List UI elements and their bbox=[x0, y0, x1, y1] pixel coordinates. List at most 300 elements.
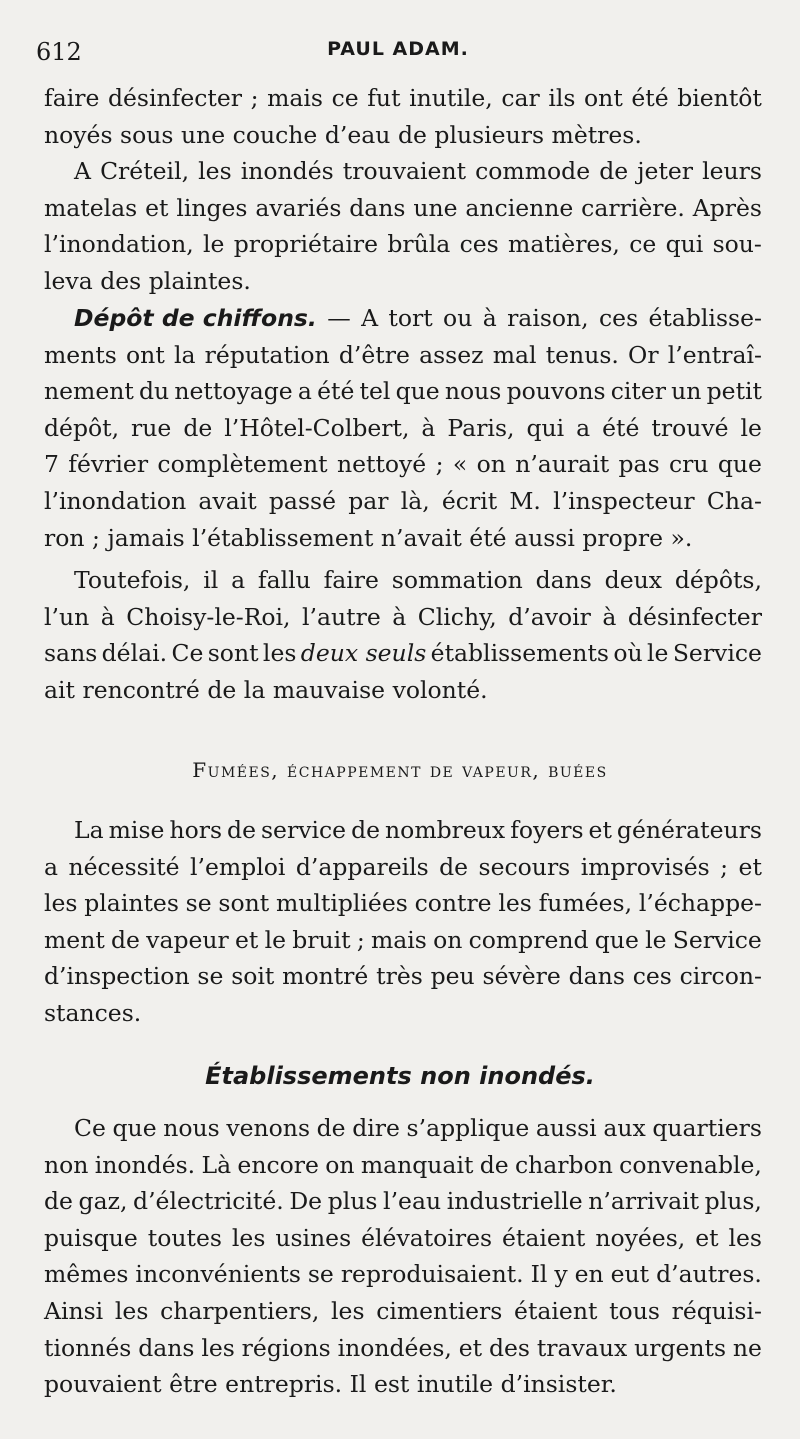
word: a bbox=[231, 566, 246, 594]
word: en bbox=[574, 1260, 604, 1289]
text-line bbox=[44, 672, 762, 709]
word: l’eau bbox=[383, 1187, 442, 1216]
word: se bbox=[307, 1260, 334, 1289]
word: d’appareils bbox=[295, 852, 429, 881]
word: l’échappe- bbox=[638, 889, 762, 918]
word: hors bbox=[169, 816, 223, 844]
word: d’électricité. bbox=[133, 1187, 284, 1216]
word: les bbox=[198, 157, 232, 185]
word: inondés bbox=[240, 157, 334, 185]
word: A bbox=[74, 157, 91, 185]
word: Il bbox=[530, 1260, 548, 1289]
word: et bbox=[458, 1333, 483, 1362]
word: usines bbox=[275, 1223, 352, 1252]
word: d’eau bbox=[324, 120, 391, 149]
word: inondées, bbox=[337, 1333, 452, 1362]
word: contre bbox=[414, 889, 492, 918]
word: d’autres. bbox=[656, 1260, 762, 1289]
word: venons bbox=[226, 1114, 311, 1142]
word: raison, bbox=[507, 304, 589, 332]
word: les bbox=[231, 1223, 266, 1252]
text-line bbox=[44, 410, 762, 447]
word: mise bbox=[108, 816, 165, 844]
text-line bbox=[44, 263, 762, 300]
word: les bbox=[44, 889, 78, 918]
word: fumées, bbox=[538, 889, 633, 918]
text-line bbox=[44, 885, 762, 922]
word: bientôt bbox=[677, 84, 762, 112]
word: assez bbox=[419, 340, 484, 369]
word: de bbox=[599, 157, 629, 185]
word: l’inspecteur bbox=[553, 486, 695, 515]
word: Créteil, bbox=[100, 157, 190, 185]
word: et bbox=[588, 816, 612, 844]
word: mauvaise bbox=[272, 675, 386, 704]
word: à bbox=[100, 602, 115, 631]
word: la bbox=[173, 340, 196, 369]
word: nettoyage bbox=[174, 377, 293, 406]
word: dans bbox=[568, 962, 625, 991]
text-line bbox=[44, 922, 762, 959]
word: les bbox=[728, 1223, 762, 1252]
word: noyés bbox=[44, 120, 113, 149]
word: ce bbox=[331, 84, 359, 112]
run-in-heading: Dépôt de chiffons. bbox=[74, 304, 317, 332]
word: car bbox=[501, 84, 540, 112]
word: reproduisaient. bbox=[340, 1260, 524, 1289]
word: sont bbox=[207, 639, 259, 668]
word: à bbox=[482, 304, 497, 332]
text-line bbox=[44, 562, 762, 599]
word: ». bbox=[670, 523, 693, 552]
word: se bbox=[185, 889, 212, 918]
word: mais bbox=[370, 925, 427, 954]
word: on bbox=[433, 925, 463, 954]
word: circon- bbox=[679, 962, 762, 991]
word: Ce bbox=[74, 1114, 106, 1142]
word: puisque bbox=[44, 1223, 138, 1252]
word: a bbox=[297, 377, 312, 406]
paragraph bbox=[44, 80, 762, 153]
word: vapeur bbox=[146, 925, 229, 954]
word: pouvaient bbox=[44, 1370, 162, 1399]
text-line bbox=[44, 520, 762, 557]
word: a bbox=[576, 413, 591, 442]
word: Service bbox=[672, 639, 762, 668]
word: Toutefois, bbox=[74, 566, 191, 594]
word: foyers bbox=[510, 816, 584, 844]
word: été bbox=[469, 523, 507, 552]
word: De bbox=[289, 1187, 323, 1216]
word: étaient bbox=[502, 1223, 586, 1252]
word: le bbox=[264, 925, 287, 954]
word: s’applique bbox=[406, 1114, 530, 1142]
word: sou- bbox=[712, 230, 762, 259]
word: ; bbox=[250, 84, 259, 112]
word: peu bbox=[430, 962, 475, 991]
word: bruit bbox=[292, 925, 351, 954]
word: jamais bbox=[107, 523, 185, 552]
word: ces bbox=[632, 962, 672, 991]
word: n’avait bbox=[380, 523, 462, 552]
word: charbon bbox=[514, 1150, 613, 1179]
text-line bbox=[44, 1256, 762, 1293]
word: ait bbox=[44, 675, 75, 704]
text-line bbox=[44, 599, 762, 636]
word: trouvé bbox=[651, 413, 729, 442]
word: et bbox=[235, 925, 259, 954]
word: on bbox=[325, 1150, 355, 1179]
word: cimentiers bbox=[376, 1296, 503, 1325]
word: n’aurait bbox=[515, 450, 610, 479]
word: cru bbox=[668, 450, 709, 479]
word: tort bbox=[388, 304, 433, 332]
word: propriétaire bbox=[233, 230, 378, 259]
word: le bbox=[645, 925, 667, 954]
word: les bbox=[114, 1296, 149, 1325]
word: sommation bbox=[391, 566, 523, 594]
word: matières, bbox=[508, 230, 620, 259]
word: mais bbox=[267, 84, 323, 112]
word: service bbox=[261, 816, 347, 844]
word: ont bbox=[126, 340, 165, 369]
word: Paris, bbox=[447, 413, 515, 442]
text-line bbox=[44, 1183, 762, 1220]
word: de bbox=[316, 1114, 346, 1142]
word: plaintes. bbox=[148, 266, 251, 295]
running-head: PAUL ADAM. bbox=[327, 38, 469, 60]
word: quartiers bbox=[652, 1114, 762, 1142]
word: plus bbox=[327, 1187, 378, 1216]
word: citer bbox=[610, 377, 666, 406]
text-line bbox=[44, 1366, 762, 1403]
word: passé bbox=[268, 486, 336, 515]
word: ont bbox=[584, 84, 623, 112]
word: petit bbox=[706, 377, 762, 406]
word: aux bbox=[603, 1114, 646, 1142]
word: multipliées bbox=[275, 889, 408, 918]
subsection-title: Établissements non inondés. bbox=[205, 1062, 595, 1090]
word: a bbox=[44, 852, 59, 881]
word: dans bbox=[535, 566, 592, 594]
word: l’établissement bbox=[192, 523, 374, 552]
word: d’insister. bbox=[500, 1370, 617, 1399]
word: toutes bbox=[147, 1223, 222, 1252]
word: stances. bbox=[44, 998, 142, 1027]
word: deux bbox=[604, 566, 663, 594]
word: étaient bbox=[514, 1296, 598, 1325]
word: ; bbox=[720, 852, 729, 881]
word: désinfecter bbox=[627, 602, 762, 631]
word: l’emploi bbox=[190, 852, 286, 881]
word: à bbox=[602, 602, 617, 631]
word: Là bbox=[201, 1150, 232, 1179]
word: de bbox=[439, 852, 469, 881]
word: être bbox=[169, 1370, 218, 1399]
paragraph bbox=[44, 300, 762, 556]
word: où bbox=[613, 639, 643, 668]
word: une bbox=[413, 193, 458, 222]
word: dans bbox=[138, 1333, 195, 1362]
word: que bbox=[717, 450, 762, 479]
word: gaz, bbox=[78, 1187, 128, 1216]
word: leva bbox=[44, 266, 93, 295]
word: non bbox=[44, 1150, 89, 1179]
word: nécessité bbox=[68, 852, 180, 881]
word: d’inspection bbox=[44, 962, 190, 991]
word: désinfecter bbox=[107, 84, 242, 112]
word: urgents bbox=[634, 1333, 727, 1362]
word: 7 bbox=[44, 450, 59, 479]
word: sévère bbox=[482, 962, 561, 991]
word: leurs bbox=[702, 157, 762, 185]
word: que bbox=[594, 925, 639, 954]
word: Clichy, bbox=[417, 602, 497, 631]
paragraph bbox=[44, 562, 762, 708]
text-line bbox=[44, 1220, 762, 1257]
emphasis: deux seuls bbox=[300, 639, 427, 668]
word: ancienne bbox=[465, 193, 574, 222]
word: des bbox=[100, 266, 142, 295]
word: ; bbox=[435, 450, 444, 479]
paragraph bbox=[44, 153, 762, 299]
word: établissements bbox=[430, 639, 609, 668]
word: est bbox=[373, 1370, 410, 1399]
text-line bbox=[44, 117, 762, 154]
word: mêmes bbox=[44, 1260, 129, 1289]
word: que bbox=[395, 377, 440, 406]
word: fallu bbox=[257, 566, 311, 594]
text-line bbox=[44, 849, 762, 886]
word: plus, bbox=[704, 1187, 762, 1216]
word: le bbox=[740, 413, 762, 442]
text-line bbox=[44, 995, 762, 1032]
word: nement bbox=[44, 377, 134, 406]
word: l’Hôtel-Colbert, bbox=[224, 413, 410, 442]
word: aussi bbox=[535, 1114, 597, 1142]
word: pouvons bbox=[506, 377, 606, 406]
text-line bbox=[44, 373, 762, 410]
word: A bbox=[361, 304, 379, 332]
word: l’inondation bbox=[44, 486, 187, 515]
word: linges bbox=[176, 193, 248, 222]
text-line bbox=[44, 1110, 762, 1147]
word: Or bbox=[628, 340, 659, 369]
word: été bbox=[631, 84, 669, 112]
word: que bbox=[112, 1114, 157, 1142]
word: — bbox=[327, 304, 351, 332]
word: Service bbox=[672, 925, 762, 954]
word: inutile bbox=[416, 1370, 494, 1399]
word: on bbox=[476, 450, 506, 479]
word: réputation bbox=[204, 340, 330, 369]
word: là, bbox=[400, 486, 430, 515]
word: Cha- bbox=[706, 486, 762, 515]
word: et bbox=[738, 852, 762, 881]
word: secours bbox=[478, 852, 571, 881]
word: nous bbox=[163, 1114, 220, 1142]
word: des bbox=[488, 1333, 530, 1362]
word: noyées, bbox=[595, 1223, 686, 1252]
word: sont bbox=[218, 889, 270, 918]
word: Après bbox=[692, 193, 762, 222]
word: nettoyé bbox=[336, 450, 427, 479]
word: été bbox=[317, 377, 355, 406]
word: La bbox=[74, 816, 104, 844]
word: de bbox=[351, 816, 381, 844]
word: dire bbox=[352, 1114, 400, 1142]
word: faire bbox=[323, 566, 379, 594]
word: régions bbox=[241, 1333, 331, 1362]
word: tous bbox=[609, 1296, 660, 1325]
word: Ainsi bbox=[44, 1296, 104, 1325]
word: ; bbox=[92, 523, 100, 552]
text-line bbox=[44, 635, 762, 672]
word: réquisi- bbox=[671, 1296, 762, 1325]
word: avait bbox=[198, 486, 257, 515]
word: le bbox=[203, 230, 225, 259]
word: par bbox=[348, 486, 389, 515]
word: inondés. bbox=[94, 1150, 196, 1179]
word: aussi bbox=[514, 523, 575, 552]
word: et bbox=[145, 193, 169, 222]
word: propre bbox=[582, 523, 663, 552]
word: pas bbox=[618, 450, 660, 479]
word: entrepris. bbox=[225, 1370, 343, 1399]
word: sous bbox=[120, 120, 174, 149]
word: commode bbox=[475, 157, 591, 185]
text-line bbox=[44, 1147, 762, 1184]
word: février bbox=[68, 450, 149, 479]
word: y bbox=[554, 1260, 568, 1289]
word: à bbox=[421, 413, 436, 442]
word: les bbox=[262, 639, 297, 668]
text-line bbox=[44, 337, 762, 374]
word: et bbox=[695, 1223, 719, 1252]
word: faire bbox=[44, 84, 100, 112]
word: encore bbox=[237, 1150, 319, 1179]
word: convenable, bbox=[619, 1150, 762, 1179]
word: montré bbox=[282, 962, 369, 991]
word: d’avoir bbox=[508, 602, 591, 631]
word: les bbox=[498, 889, 532, 918]
word: de bbox=[111, 925, 140, 954]
word: du bbox=[139, 377, 170, 406]
text-line bbox=[44, 300, 762, 337]
text-line bbox=[44, 1293, 762, 1330]
page-header bbox=[36, 30, 760, 70]
word: été bbox=[602, 413, 640, 442]
section-title: Fumées, échappement de vapeur, buées bbox=[192, 758, 608, 782]
word: Choisy-le-Roi, bbox=[126, 602, 291, 631]
paragraph bbox=[44, 1110, 762, 1403]
word: manquait bbox=[360, 1150, 474, 1179]
word: brûla bbox=[387, 230, 451, 259]
word: à bbox=[392, 602, 407, 631]
word: volonté. bbox=[392, 675, 488, 704]
word: jeter bbox=[637, 157, 694, 185]
word: nous bbox=[444, 377, 502, 406]
text-line bbox=[44, 1330, 762, 1367]
word: un bbox=[671, 377, 702, 406]
text-line bbox=[44, 190, 762, 227]
word: tenus. bbox=[545, 340, 619, 369]
word: mètres. bbox=[551, 120, 642, 149]
word: de bbox=[44, 1187, 73, 1216]
word: fut bbox=[367, 84, 401, 112]
word: industrielle bbox=[446, 1187, 583, 1216]
word: l’inondation, bbox=[44, 230, 194, 259]
word: ne bbox=[732, 1333, 762, 1362]
word: ces bbox=[599, 304, 639, 332]
text-line bbox=[44, 812, 762, 849]
text-line bbox=[44, 80, 762, 117]
word: comprend bbox=[468, 925, 589, 954]
word: couche bbox=[232, 120, 318, 149]
word: Il bbox=[349, 1370, 367, 1399]
word: élévatoires bbox=[361, 1223, 493, 1252]
word: dans bbox=[349, 193, 406, 222]
word: M. bbox=[509, 486, 541, 515]
word: tionnés bbox=[44, 1333, 132, 1362]
word: carrière. bbox=[581, 193, 685, 222]
text-line bbox=[44, 226, 762, 263]
word: inconvénients bbox=[135, 1260, 301, 1289]
word: ces bbox=[459, 230, 499, 259]
word: les bbox=[331, 1296, 365, 1325]
word: l’autre bbox=[302, 602, 381, 631]
word: les bbox=[201, 1333, 235, 1362]
word: générateurs bbox=[616, 816, 762, 844]
word: d’être bbox=[338, 340, 410, 369]
word: délai. bbox=[101, 639, 168, 668]
paragraph bbox=[44, 812, 762, 1032]
word: qui bbox=[526, 413, 565, 442]
word: tel bbox=[359, 377, 391, 406]
text-line bbox=[44, 958, 762, 995]
word: rencontré bbox=[82, 675, 200, 704]
word: il bbox=[203, 566, 219, 594]
word: de bbox=[207, 675, 237, 704]
page-number: 612 bbox=[36, 38, 82, 66]
word: n’arrivait bbox=[588, 1187, 700, 1216]
word: soit bbox=[231, 962, 275, 991]
word: plusieurs bbox=[434, 120, 545, 149]
word: plaintes bbox=[84, 889, 179, 918]
word: travaux bbox=[536, 1333, 628, 1362]
word: l’entraî- bbox=[667, 340, 762, 369]
word: matelas bbox=[44, 193, 138, 222]
word: qui bbox=[665, 230, 704, 259]
word: établisse- bbox=[648, 304, 762, 332]
word: nombreux bbox=[385, 816, 506, 844]
word: ments bbox=[44, 340, 117, 369]
word: de bbox=[227, 816, 256, 844]
word: très bbox=[376, 962, 423, 991]
word: rue bbox=[131, 413, 172, 442]
word: ron bbox=[44, 523, 85, 552]
word: se bbox=[197, 962, 224, 991]
word: ils bbox=[548, 84, 576, 112]
word: charpentiers, bbox=[160, 1296, 320, 1325]
word: ment bbox=[44, 925, 105, 954]
word: improvisés bbox=[580, 852, 710, 881]
word: l’un bbox=[44, 602, 90, 631]
word: ce bbox=[629, 230, 657, 259]
word: trouvaient bbox=[342, 157, 467, 185]
word: inutile, bbox=[409, 84, 493, 112]
word: le bbox=[647, 639, 669, 668]
